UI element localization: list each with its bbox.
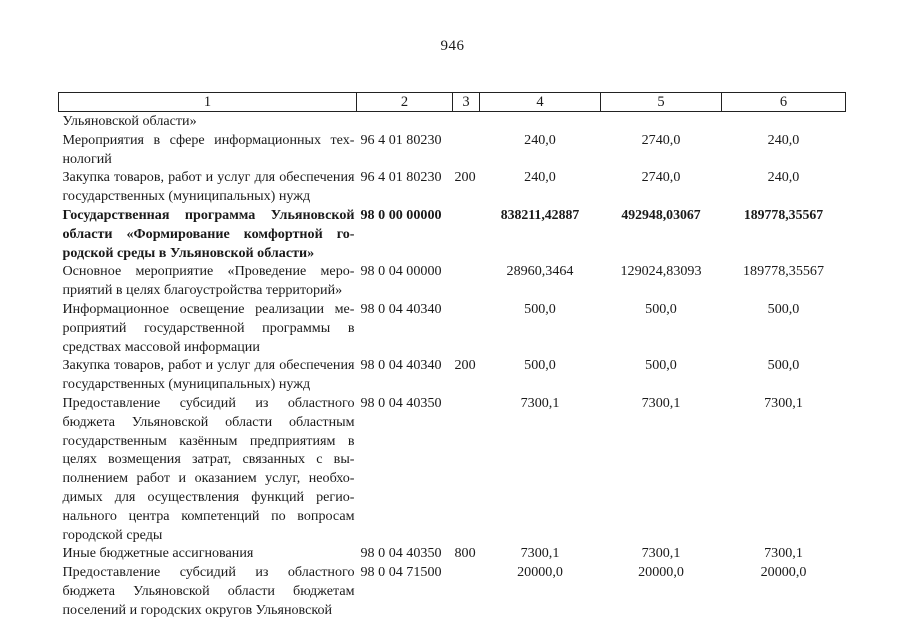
row-value-4: 240,0	[524, 169, 556, 186]
row-value-6: 240,0	[767, 131, 800, 148]
row-expense-type: 800	[454, 545, 476, 562]
row-expense-type: 200	[454, 169, 476, 186]
row-value-6: 189778,35567	[743, 206, 824, 222]
row-value-5: 20000,0	[638, 564, 684, 581]
row-value-5: 492948,03067	[621, 206, 701, 222]
row-name: Закупка товаров, работ и услуг для обеспечения государственных (муниципальных) нужд	[62, 169, 355, 205]
row-expense-type	[453, 112, 480, 131]
row-code: 98 0 04 40350	[360, 394, 442, 411]
row-code: 98 0 04 00000	[360, 263, 442, 280]
row-value-6: 20000,0	[760, 564, 807, 581]
row-code: 98 0 04 40350	[360, 545, 442, 562]
row-value-5: 2740,0	[641, 169, 681, 186]
row-name: Ульяновской области»	[62, 113, 197, 129]
row-name: Предоставление субсидий из областного бюджета Ульяновской области областным государственным казённым предприятиям в целях возмещения затрат, связанных с выполнением работ и оказанием услуг, необходимых для осуществления функций регионального центра компетенций по вопросам городской среды	[62, 394, 355, 543]
row-value-6: 500,0	[767, 300, 800, 317]
row-name: Государственная программа Ульяновской области «Формирование комфортной городской среды в Ульяновской области»	[62, 206, 355, 261]
header-col-3: 3	[453, 93, 480, 112]
row-value-5: 7300,1	[641, 545, 681, 562]
row-value-5	[601, 112, 722, 131]
row-value-4: 240,0	[524, 131, 556, 148]
row-code: 98 0 04 40340	[360, 357, 442, 374]
row-name: Предоставление субсидий из областного бюджета Ульяновской области бюджетам поселений и городских округов Ульяновской	[62, 564, 355, 618]
row-value-5: 2740,0	[641, 131, 681, 148]
row-value-5: 500,0	[645, 357, 677, 374]
row-value-6: 7300,1	[764, 394, 803, 411]
row-value-6: 7300,1	[764, 545, 803, 562]
row-value-5: 500,0	[645, 300, 677, 317]
table-row	[59, 356, 846, 394]
header-col-2: 2	[357, 93, 453, 112]
row-value-6: 189778,35567	[742, 263, 825, 280]
table-body	[59, 112, 846, 620]
row-expense-type	[453, 300, 480, 356]
budget-table	[58, 92, 846, 620]
table-row	[59, 112, 846, 131]
table-row	[59, 544, 846, 563]
row-name: Закупка товаров, работ и услуг для обеспечения государственных (муниципальных) нужд	[62, 357, 355, 393]
row-value-4: 28960,3464	[506, 263, 574, 280]
row-value-6: 500,0	[767, 357, 800, 374]
row-expense-type	[453, 563, 480, 619]
table-header	[59, 93, 846, 112]
row-value-6	[722, 112, 846, 131]
row-expense-type	[453, 262, 480, 300]
table-row	[59, 168, 846, 206]
table-row	[59, 563, 846, 619]
row-code: 98 0 04 40340	[360, 300, 442, 317]
row-value-4: 7300,1	[520, 394, 560, 411]
row-expense-type: 200	[454, 357, 476, 374]
row-value-6: 240,0	[767, 169, 800, 186]
row-value-5: 129024,83093	[620, 263, 702, 280]
row-name: Основное мероприятие «Проведение мероприятий в целях благоустройства территорий»	[62, 263, 355, 299]
row-value-4: 20000,0	[517, 564, 563, 581]
row-code: 98 0 00 00000	[360, 206, 442, 223]
row-code: 96 4 01 80230	[360, 169, 442, 186]
row-name: Информационное освещение реализации мероприятий государственной программы в средствах массовой информации	[62, 300, 355, 355]
row-name: Мероприятия в сфере информационных технологий	[62, 131, 355, 167]
row-value-4	[480, 112, 601, 131]
row-code: 96 4 01 80230	[360, 131, 442, 148]
row-value-4: 7300,1	[520, 545, 560, 562]
row-value-4: 500,0	[524, 300, 556, 317]
row-value-4: 500,0	[524, 357, 556, 374]
row-expense-type	[453, 131, 480, 169]
row-code	[357, 112, 453, 131]
table-row	[59, 300, 846, 356]
row-expense-type	[453, 206, 480, 262]
header-col-1: 1	[59, 93, 357, 112]
row-name: Иные бюджетные ассигнования	[62, 545, 254, 562]
row-expense-type	[453, 394, 480, 544]
table-row	[59, 262, 846, 300]
table-row-program	[59, 206, 846, 262]
row-value-4: 838211,42887	[500, 206, 580, 222]
header-row	[59, 93, 846, 112]
row-value-5: 7300,1	[641, 394, 681, 411]
table-row	[59, 131, 846, 169]
page-number: 946	[440, 38, 465, 54]
header-col-6: 6	[722, 93, 846, 112]
table-row	[59, 394, 846, 544]
header-col-4: 4	[480, 93, 601, 112]
header-col-5: 5	[601, 93, 722, 112]
row-code: 98 0 04 71500	[360, 564, 442, 581]
